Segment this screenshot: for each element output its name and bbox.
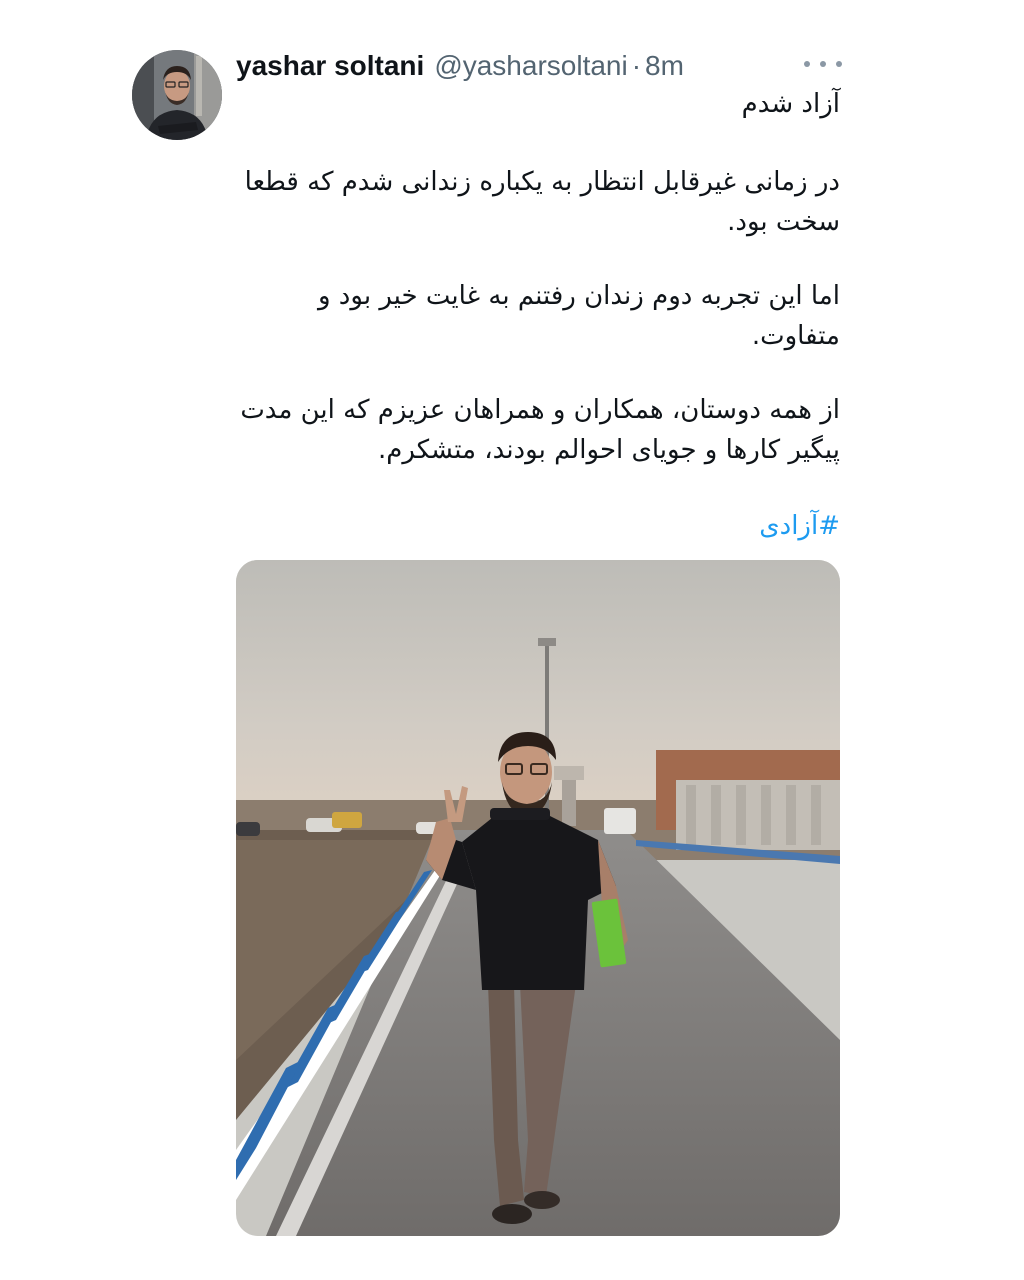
tweet-timestamp[interactable]: 8m [645,50,684,81]
tweet-paragraph: اما این تجربه دوم زندان رفتنم به غایت خیر بود و متفاوت. [317,281,840,351]
avatar-image [132,50,222,140]
tweet-photo[interactable] [236,560,840,1236]
tweet-header [236,46,684,86]
more-dot [836,61,842,67]
hashtag-link[interactable]: #آزادی [759,511,840,541]
tweet-paragraph: در زمانی غیرقابل انتظار به یکباره زندانی شدم که قطعا سخت بود. [244,167,840,237]
more-horizontal-icon[interactable] [800,50,846,78]
tweet-text-line: آزاد شدم [741,89,840,119]
author-handle[interactable]: @yasharsoltani [434,50,628,81]
tweet-paragraph: از همه دوستان، همکاران و همراهان عزیزم که این مدت پیگیر کارها و جویای احوالم بودند، متشکرم. [240,395,840,465]
avatar[interactable] [132,50,222,140]
author-name[interactable]: yashar soltani [236,50,425,81]
more-dot [804,61,810,67]
more-dot [820,61,826,67]
separator-dot: · [631,50,642,81]
photo-image [236,560,840,1236]
